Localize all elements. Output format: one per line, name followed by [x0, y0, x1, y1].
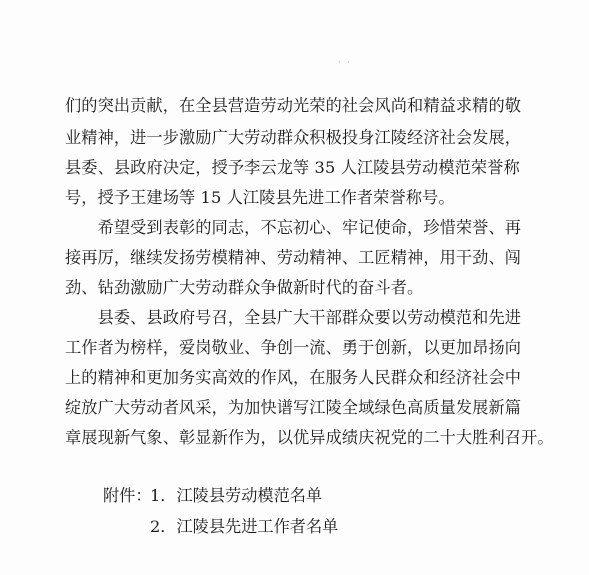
body-line-1: 们的突出贡献，在全县营造劳动光荣的社会风尚和精益求精的敬 [65, 96, 522, 115]
body-line-6: 接再厉，继续发扬劳模精神、劳动精神、工匠精神，用干劲、闯 [65, 248, 522, 267]
body-line-9: 工作者为榜样，爱岗敬业、争创一流、勇于创新，以更加昂扬向 [65, 338, 522, 357]
body-line-10: 上的精神和更加务实高效的作风，在服务人民群众和经济社会中 [65, 368, 522, 387]
scan-marks: · · [338, 58, 352, 67]
body-line-11: 绽放广大劳动者风采，为加快谱写江陵全域绿色高质量发展新篇 [65, 398, 522, 417]
body-line-2: 业精神，进一步激励广大劳动群众积极投身江陵经济社会发展， [65, 128, 522, 147]
body-line-12: 章展现新气象、彰显新作为，以优异成绩庆祝党的二十大胜利召开。 [65, 428, 554, 447]
body-line-4: 号，授予王建场等 15 人江陵县先进工作者荣誉称号。 [65, 188, 455, 207]
body-line-7: 劲、钻劲激励广大劳动群众争做新时代的奋斗者。 [65, 278, 424, 297]
attachment-label: 附件： [103, 486, 152, 505]
attachment-item-1: 1．江陵县劳动模范名单 [150, 486, 323, 505]
body-line-3: 县委、县政府决定，授予李云龙等 35 人江陵县劳动模范荣誉称 [65, 158, 520, 177]
body-line-5: 希望受到表彰的同志，不忘初心、牢记使命，珍惜荣誉、再 [65, 218, 522, 237]
attachment-item-2: 2．江陵县先进工作者名单 [150, 517, 339, 536]
body-line-8: 县委、县政府号召，全县广大干部群众要以劳动模范和先进 [65, 308, 522, 327]
